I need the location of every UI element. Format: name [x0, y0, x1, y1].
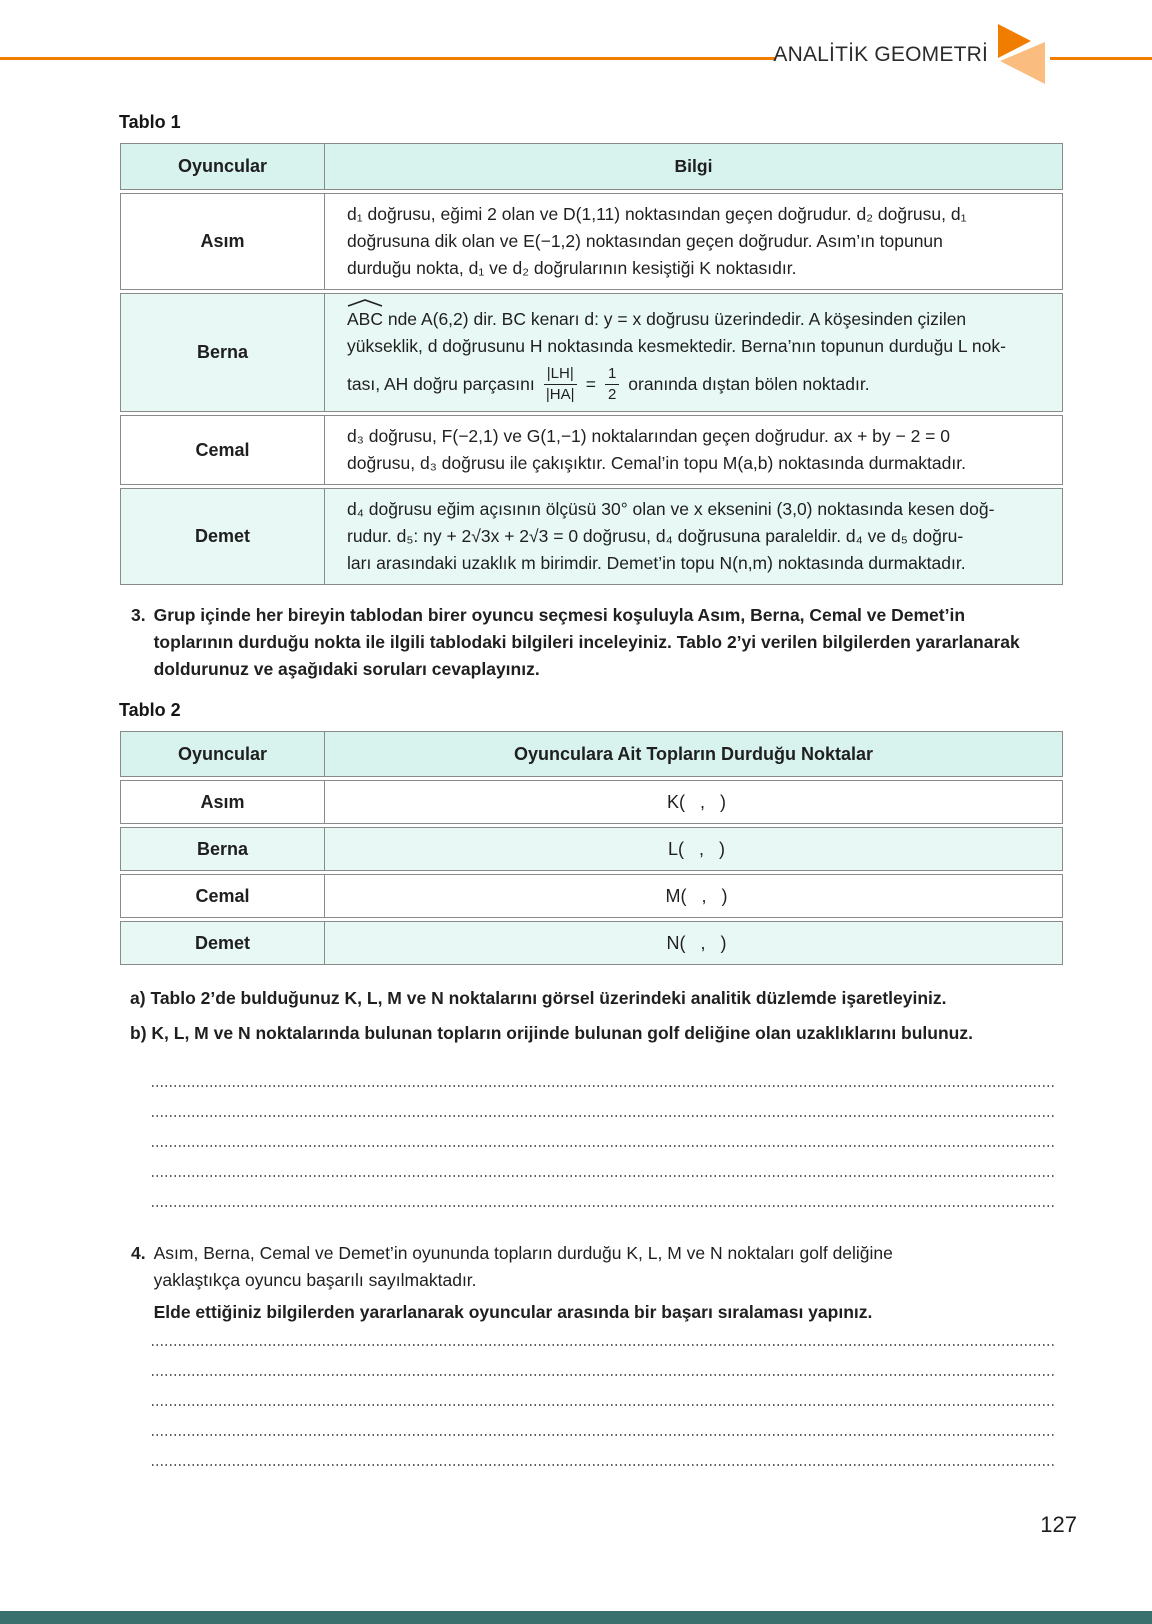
answer-line [152, 1404, 1055, 1406]
info-line: doğrusuna dik olan ve E(−1,2) noktasından geçen doğrudur. Asım’ın topunun [347, 231, 943, 251]
info-line [347, 306, 1046, 333]
column-header-oyuncular: Oyuncular [121, 144, 325, 189]
fraction-pre-text: tası, AH doğru parçasını [347, 374, 535, 394]
info-text [325, 489, 1062, 584]
info-line: yükseklik, d doğrusunu H noktasında kesmektedir. Berna’nın topunun durduğu L nok- [347, 336, 1006, 356]
table-row-asim [120, 193, 1063, 290]
info-line: ları arasındaki uzaklık m birimdir. Demet’in topu N(n,m) noktasında durmaktadır. [347, 553, 966, 573]
table-row-asim [120, 780, 1063, 824]
answer-lines-group-1 [152, 1085, 1055, 1235]
player-name: Demet [121, 922, 325, 964]
item-b [130, 1023, 973, 1044]
table-row-demet [120, 488, 1063, 585]
info-line: d₁ doğrusu, eğimi 2 olan ve D(1,11) noktasından geçen doğrudur. d₂ doğrusu, d₁ [347, 204, 967, 224]
page-number: 127 [1040, 1512, 1077, 1537]
info-line: rudur. d₅: ny + 2√3x + 2√3 = 0 doğrusu, d₄ doğrusuna paraleldir. d₄ ve d₅ doğru- [347, 526, 964, 546]
item-marker: b) [130, 1023, 147, 1043]
point-cell: M( , ) [665, 885, 728, 906]
item-text: Tablo 2’de bulduğunuz K, L, M ve N noktalarını görsel üzerindeki analitik düzlemde işaretleyiniz. [150, 988, 947, 1008]
info-text [325, 194, 1062, 289]
fraction-post-text: oranında dıştan bölen noktadır. [628, 374, 870, 394]
table-row-berna [120, 293, 1063, 412]
question-text [154, 1240, 964, 1326]
question-4-instruction: Elde ettiğiniz bilgilerden yararlanarak oyuncular arasında bir başarı sıralaması yapınız. [153, 1302, 873, 1322]
triangle-hat-icon [347, 299, 383, 307]
point-cell: K( , ) [666, 791, 726, 812]
answer-line [152, 1205, 1055, 1207]
fraction-denominator: 2 [607, 386, 617, 403]
answer-line [152, 1085, 1055, 1087]
fraction-denominator: |HA| [545, 386, 575, 403]
answer-line [152, 1344, 1055, 1346]
table-header-row [120, 143, 1063, 190]
tablo1-label: Tablo 1 [119, 112, 181, 132]
answer-line [152, 1175, 1055, 1177]
info-line: d₄ doğrusu eğim açısının ölçüsü 30° olan ve x eksenini (3,0) noktasında kesen doğ- [347, 499, 995, 519]
info-line: d₃ doğrusu, F(−2,1) ve G(1,−1) noktalarından geçen doğrudur. ax + by − 2 = 0 [347, 426, 950, 446]
triangle-notation [347, 306, 383, 333]
table-header-row [120, 731, 1063, 777]
table-row-berna [120, 827, 1063, 871]
info-line-with-fraction [347, 365, 1046, 404]
tablo2-label: Tablo 2 [119, 700, 181, 720]
player-name: Berna [121, 294, 325, 411]
item-text: K, L, M ve N noktalarında bulunan topların orijinde bulunan golf deliğine olan uzaklıklarını bulunuz. [151, 1023, 973, 1043]
question-3 [131, 602, 1034, 683]
answer-lines-group-2 [152, 1344, 1055, 1494]
brand-logo [990, 12, 1052, 88]
question-number: 4. [131, 1243, 146, 1263]
column-header-noktalar: Oyunculara Ait Topların Durduğu Noktalar [513, 743, 874, 764]
item-marker: a) [130, 988, 146, 1008]
table-row-cemal [120, 415, 1063, 485]
info-line: durduğu nokta, d₁ ve d₂ doğrularının kesiştiği K noktasıdır. [347, 258, 797, 278]
column-header-bilgi: Bilgi [674, 156, 713, 176]
table-row-cemal [120, 874, 1063, 918]
player-name: Asım [121, 781, 325, 823]
page-title: ANALİTİK GEOMETRİ [773, 43, 988, 66]
question-4 [131, 1240, 964, 1326]
table-row-demet [120, 921, 1063, 965]
player-name: Demet [121, 489, 325, 584]
answer-line [152, 1464, 1055, 1466]
answer-line [152, 1374, 1055, 1376]
fraction-numerator: 1 [605, 365, 619, 385]
equals-sign: = [585, 374, 596, 394]
info-line: doğrusu, d₃ doğrusu ile çakışıktır. Cemal’in topu M(a,b) noktasında durmaktadır. [347, 453, 966, 473]
player-name: Berna [121, 828, 325, 870]
question-text: Grup içinde her bireyin tablodan birer oyuncu seçmesi koşuluyla Asım, Berna, Cemal ve Demet’in toplarının durduğu nokta ile ilgili tablodaki bilgileri inceleyiniz. Tablo 2’yi verilen bilgilerden yararlanarak doldurunuz ve aşağıdaki soruları cevaplayınız. [153, 605, 1020, 679]
tablo1-table [120, 143, 1063, 588]
point-cell: N( , ) [666, 932, 727, 953]
info-text [325, 294, 1062, 411]
tablo2-table [120, 731, 1063, 968]
fraction-numerator: |LH| [544, 365, 577, 385]
answer-line [152, 1145, 1055, 1147]
answer-line [152, 1434, 1055, 1436]
header-rule-left [0, 57, 776, 60]
player-name: Cemal [121, 875, 325, 917]
point-cell: L( , ) [667, 838, 725, 859]
header-rule-right [1050, 57, 1152, 60]
player-name: Asım [121, 194, 325, 289]
column-header-oyuncular: Oyuncular [121, 732, 325, 776]
fraction-lh-ha [544, 365, 577, 404]
footer-band [0, 1611, 1152, 1624]
question-number: 3. [131, 605, 146, 625]
fraction-one-half [605, 365, 619, 404]
answer-line [152, 1115, 1055, 1117]
player-name: Cemal [121, 416, 325, 484]
question-4-body: Asım, Berna, Cemal ve Demet’in oyununda topların durduğu K, L, M ve N noktaları golf deliğine yaklaştıkça oyuncu başarılı sayılmaktadır. [153, 1243, 893, 1290]
triangle-letters: ABC [347, 309, 383, 329]
info-line-rest: nde A(6,2) dir. BC kenarı d: y = x doğrusu üzerindedir. A köşesinden çizilen [382, 309, 967, 329]
item-a [130, 988, 947, 1009]
info-text [325, 416, 1062, 484]
